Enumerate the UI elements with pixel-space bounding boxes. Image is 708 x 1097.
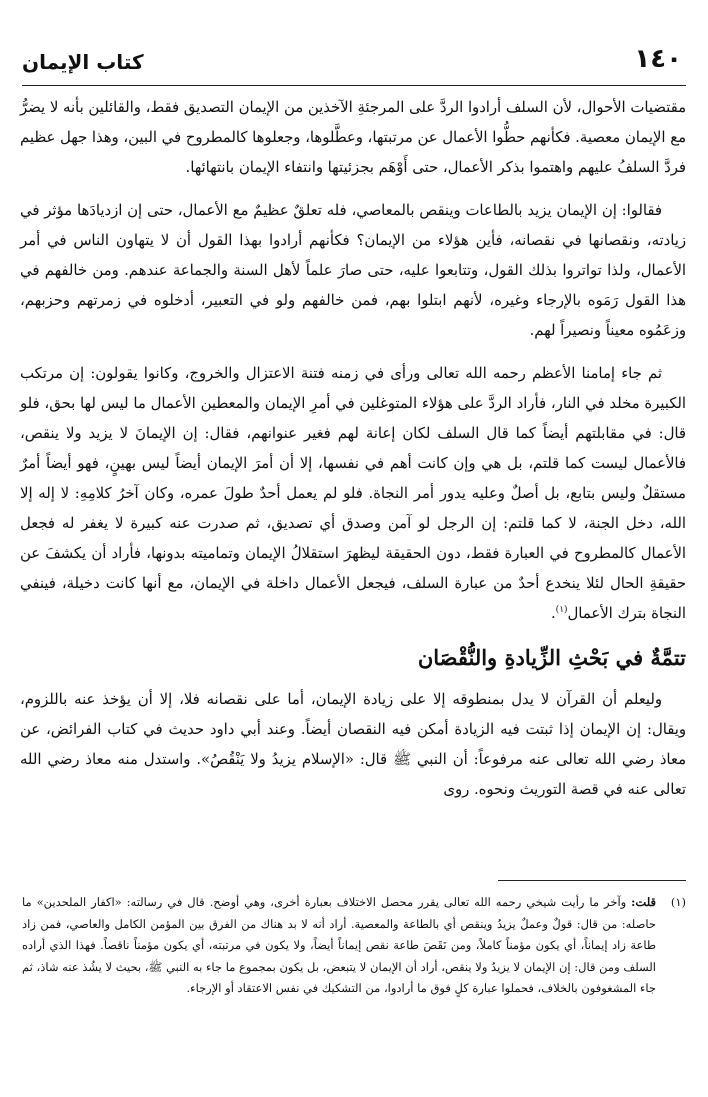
paragraph-1: مقتضيات الأحوال، لأن السلف أرادوا الردَّ على المرجئةِ الآخذين من الإيمان التصديق فقط، والقائلين بأنه لا يضرُّ مع الإيمان معصية. فكأنهم حطُّوا الأعمال عن مرتبتها، وعطَّلوها، وجعلوها كالمطروح في البين، وهذا جهل عظيم فردَّ السلفُ عليهم واهتموا بذكر الأعمال، حتى أَوْهَم بجزئيتها وانتفاء الإيمان بانتهائها. <box>20 99 686 176</box>
running-header <box>22 42 686 82</box>
footnote-reference[interactable]: (١) <box>555 605 568 616</box>
paragraph-2: فقالوا: إن الإيمان يزيد بالطاعات وينقص بالمعاصي، فله تعلقٌ عظيمٌ مع الأعمال، حتى إن ازديادَها مؤثر في زيادته، ونقصانها في نقصانه، فأين هؤلاء من الإيمان؟ فكأنهم أرادوا بهذا القول أن لا يتهاون الناس في أمر الأعمال، ولذا تواتروا بذلك القول، وتتابعوا عليه، حتى صارَ علماً لأهل السنة والجماعة عندهم. ومن خالفهم في هذا القول رَمَوه بالإرجاء وغيره، لأنهم ابتلوا بهم، فمن خالفهم ولو في التعبير، أدخلوه في زمرتهم وحزبهم، وزعَمُوه معيناً ونصيراً لهم. <box>20 202 686 339</box>
footnote-label: قلت: <box>631 895 656 909</box>
header-divider <box>22 85 686 86</box>
running-title: كتاب الإيمان <box>22 50 144 74</box>
paragraph-3-end: . <box>550 605 556 622</box>
footnote <box>22 892 686 1000</box>
page-number: ١٤٠ <box>634 44 682 74</box>
section-heading: تتمَّةٌ في بَحْثِ الزِّيادةِ والنُّقْصَان <box>417 645 686 670</box>
main-text <box>20 93 686 818</box>
footnote-text: وآخر ما رأيت شيخي رحمه الله تعالى يقرر محصل الاختلاف بعبارة أخرى، وهي أوضح. قال في رسالته: «اكفار الملحدين» ما حاصله: من قال: قولٌ وعملٌ يزيدُ وينقص أي بالطاعة والمعصية. أراد أنه لا بد هناك من الفرق بين المؤمن الكامل والعاصي، فمن زاد طاعة زاد إيماناً، أي يكون مؤمناً كاملاً، ومن نَقَصَ طاعة نقص إيماناً أيضاً، ولا يكون في مرتبته، أي يكون مؤمناً ناقصاً. فهذا الذي أراده السلف ومن قال: إن الإيمان لا يزيدُ ولا ينقص، أراد أن الإيمان لا يتبعض، بل يكون بمجموع ما جاء به النبي ﷺ، بحيث لا يشُذ عنه شاذ، ثم جاء المشغوفون بالخلاف، فحملوا عبارة كلٍ فوق ما أرادوا، من التشكيك في نفس الاعتقاد أو الإرجاء. <box>22 895 656 995</box>
paragraph-3 <box>20 359 686 629</box>
paragraph-4: وليعلم أن القرآن لا يدل بمنطوقه إلا على زيادة الإيمان، أما على نقصانه فلا، إلا أن يؤخذ عنه باللزوم، ويقال: إن الإيمان إذا ثبتت فيه الزيادة أمكن فيه النقصان أيضاً. وعند أبي داود حديث في كتاب الفرائض، عن معاذ رضي الله تعالى عنه مرفوعاً: أن النبي ﷺ قال: «الإسلام يزيدُ ولا يَنْقُصُ». واستدل منه معاذ رضي الله تعالى عنه في قصة التوريث ونحوه. روى <box>20 691 686 798</box>
footnote-number: (١) <box>670 895 686 909</box>
paragraph-3-text: ثم جاء إمامنا الأعظم رحمه الله تعالى ورأى في زمنه فتنة الاعتزال والخروج، وكانوا يقولون: إن مرتكب الكبيرة مخلد في النار، فأراد الردَّ على هؤلاء المتوغلين في أمرِ الإيمان والمعطين الأعمال ما ليس لها بحق، فلو قال: في مقابلتهم أيضاً كما قال السلف لكان إعانة لهم فغير عنوانهم، فقال: إن الإيمانَ لا يزيد ولا ينقص، فالأعمال ليست كما قلتم، بل هي وإن كانت أهم في نفسها، إلا أن أمرَ الإيمان أيضاً ليس بهينٍ، فهو أيضاً أمرٌ مستقلٌ وليس بتابع، بل أصلٌ وعليه يدور أمر النجاة. فلو لم يعمل أحدٌ طولَ عمره، وكان آخرُ كلامِهِ: لا إله إلا الله، دخل الجنة، لا كما قلتم: إن الرجل لو آمن وصدق أي تصديق، ثم صدرت عنه كبيرة لا يغفر له فجعل الأعمال كالمطروح في العبارة فقط، دون الحقيقة ليظهرَ استقلالُ الإيمان وتماميته بدونها، فأراد أن يكشفَ عن حقيقةِ الحال لئلا ينخدع أحدٌ من عبارة السلف، فيجعل الأعمال داخلة في الإيمان، مع أنها كانت دخيلة، فينفي النجاة بترك الأعمال <box>20 365 686 622</box>
footnote-divider <box>498 880 686 881</box>
